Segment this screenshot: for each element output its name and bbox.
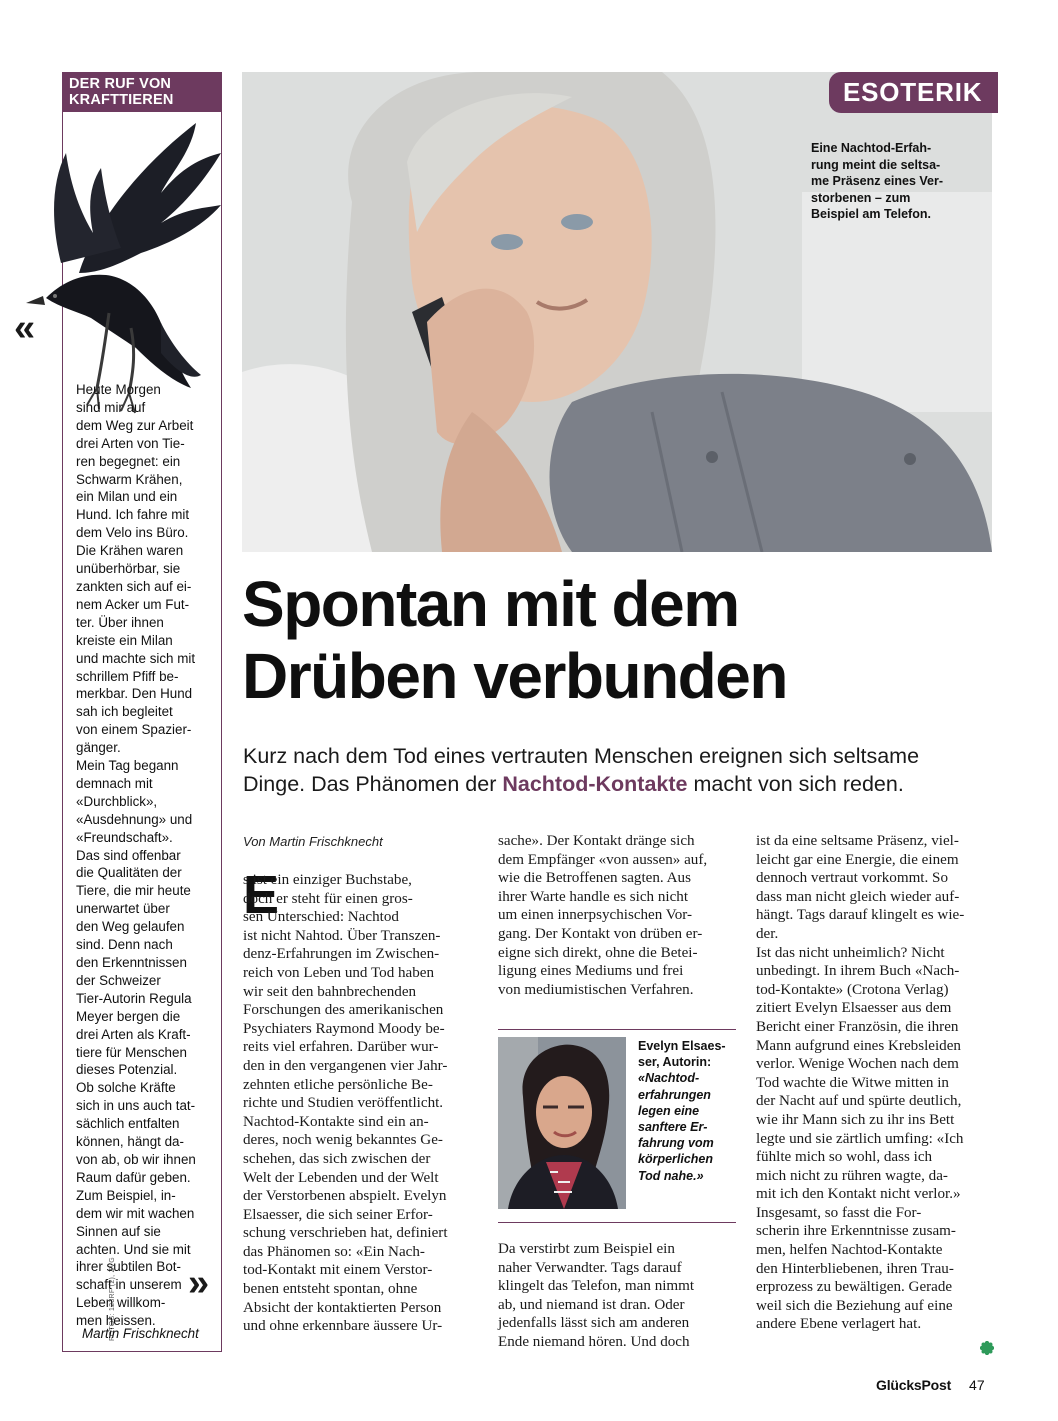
sidebar-quote-line: dem Velo ins Büro. xyxy=(76,525,189,541)
sidebar-quote-line: können, hängt da- xyxy=(76,1134,184,1150)
sidebar-quote-line: sind mir auf xyxy=(76,399,146,415)
body-line: Psychiaters Raymond Moody be- xyxy=(243,1020,445,1037)
body-line: Welt der Lebenden und der Welt xyxy=(243,1169,439,1186)
inset-divider-bottom xyxy=(498,1222,736,1223)
body-line: den in den vergangenen vier Jahr- xyxy=(243,1057,448,1074)
body-line: Bericht einer Französin, die ihren xyxy=(756,1018,959,1035)
sidebar-quote-line: Mein Tag begann xyxy=(76,758,179,774)
body-line: Elsaesser, die sich seiner Erfor- xyxy=(243,1206,433,1223)
body-line: reich von Leben und Tod haben xyxy=(243,964,435,981)
body-line: schung verschrieben hat, definiert xyxy=(243,1225,448,1242)
sidebar-quote-line: ein Milan und ein xyxy=(76,489,178,505)
quote-close-mark: » xyxy=(188,1262,210,1304)
sidebar-quote-line: Hund. Ich fahre mit xyxy=(76,507,190,523)
sidebar-quote-line: sich in uns auch tat- xyxy=(76,1098,196,1114)
inset-divider-top xyxy=(498,1029,736,1030)
body-column-2-continued xyxy=(498,1240,738,1352)
portrait-image xyxy=(498,1037,626,1209)
author-portrait xyxy=(498,1037,626,1209)
photo-caption: Eine Nachtod-Erfah- rung meint die seltsa- me Präsenz eines Ver- storbenen – zum Beispiel am Telefon. xyxy=(811,141,944,221)
body-line: der Verstorbenen abspielt. Evelyn xyxy=(243,1188,447,1205)
sidebar-quote-line: zankten sich auf ei- xyxy=(76,578,192,594)
body-column-2 xyxy=(498,832,738,999)
body-line: der. xyxy=(756,925,779,942)
body-line: ligung eines Mediums und frei xyxy=(498,963,684,980)
lead-highlight: Nachtod-Kontakte xyxy=(502,772,688,796)
sidebar-quote-line: «Ausdehnung» und xyxy=(76,811,193,827)
body-line: dennoch vertraut vorkommt. So xyxy=(756,870,948,887)
sidebar-quote-line: Die Krähen waren xyxy=(76,543,184,559)
section-tag: ESOTERIK xyxy=(829,72,998,113)
sidebar-quote-line: Tiere, die mir heute xyxy=(76,883,191,899)
body-line: scherin ihre Erkenntnisse zusam- xyxy=(756,1223,956,1240)
body-line: andere Ebene verlagert hat. xyxy=(756,1316,922,1333)
body-line: mich nicht zu rühren wagte, da- xyxy=(756,1167,948,1184)
body-line: zitiert Evelyn Elsaesser aus dem xyxy=(756,1000,952,1017)
body-line: wir seit den bahnbrechenden xyxy=(243,983,417,1000)
sidebar-quote-line: sah ich begleitet xyxy=(76,704,173,720)
sidebar-quote-line: nem Acker um Fut- xyxy=(76,596,190,612)
body-line: doch er steht für einen gros- xyxy=(243,890,413,907)
body-line: das Phänomen so: «Ein Nach- xyxy=(243,1243,425,1260)
body-line: zehnten etliche persönliche Be- xyxy=(243,1076,433,1093)
body-line: denz-Erfahrungen im Zwischen- xyxy=(243,946,440,963)
sidebar-author: Martin Frischknecht xyxy=(82,1326,199,1341)
body-line: ihrer Warte handle es sich nicht xyxy=(498,888,689,905)
page-footer xyxy=(876,1377,985,1393)
sidebar-quote-line: ter. Über ihnen xyxy=(76,614,164,630)
body-line: dem Empfänger «von aussen» auf, xyxy=(498,851,708,868)
body-line: Da verstirbt zum Beispiel ein xyxy=(498,1241,675,1257)
sidebar-quote-line: merkbar. Den Hund xyxy=(76,686,193,702)
sidebar-quote-line: gänger. xyxy=(76,740,121,756)
body-line: unbedingt. In ihrem Buch «Nach- xyxy=(756,963,960,980)
sidebar-quote-line: den Erkenntnissen xyxy=(76,955,187,970)
body-line: Ist das nicht unheimlich? Nicht xyxy=(756,944,945,961)
sidebar-quote-line: Heute Morgen xyxy=(76,382,161,397)
body-line: Insgesamt, so fasst die For- xyxy=(756,1204,922,1221)
sidebar-quote-line: dem wir mit wachen xyxy=(76,1205,195,1221)
sidebar-quote-line: schaft in unserem xyxy=(76,1277,182,1293)
body-line: den Hinterbliebenen, ihren Trau- xyxy=(756,1260,954,1277)
body-line: ist nicht Nahtod. Über Transzen- xyxy=(243,927,441,944)
body-line: verlor. Wenige Wochen nach dem xyxy=(756,1056,959,1073)
body-line: jedenfalls lässt sich am anderen xyxy=(498,1315,690,1332)
end-mark-icon xyxy=(980,1341,994,1355)
body-line: men, helfen Nachtod-Kontakte xyxy=(756,1242,943,1259)
sidebar-heading: DER RUF VON KRAFTTIEREN xyxy=(63,73,221,112)
sidebar-quote-line: schrillem Pfiff be- xyxy=(76,668,179,684)
body-line: Tod wachte die Witwe mitten in xyxy=(756,1074,949,1091)
body-line: erprozess zu bewältigen. Gerade xyxy=(756,1279,953,1296)
sidebar-quote-line: Raum dafür geben. xyxy=(76,1169,191,1185)
body-line: leicht gar eine Energie, die einem xyxy=(756,851,959,868)
body-line: dass man nicht gleich wieder auf- xyxy=(756,888,960,905)
body-line: wie ihr Mann sich zu ihr ins Bett xyxy=(756,1111,955,1128)
byline: Von Martin Frischknecht xyxy=(243,834,383,849)
body-line: sen Unterschied: Nachtod xyxy=(243,909,399,926)
sidebar-quote-line: die Qualitäten der xyxy=(76,865,182,881)
body-line: hängt. Tags darauf klingelt es wie- xyxy=(756,907,965,924)
sidebar-quote-line: Ob solche Kräfte xyxy=(76,1080,176,1096)
sidebar-quote-line: ihrer subtilen Bot- xyxy=(76,1259,181,1275)
sidebar-quote-line: drei Arten von Tie- xyxy=(76,435,185,451)
sidebar-quote-line: Schwarm Krähen, xyxy=(76,471,183,487)
sidebar-quote-line: demnach mit xyxy=(76,775,153,791)
sidebar-quote-line: Sinnen auf sie xyxy=(76,1223,161,1239)
sidebar-quote xyxy=(76,381,222,1330)
body-line: weil sich die Beziehung auf eine xyxy=(756,1297,953,1314)
body-column-1 xyxy=(243,871,483,1336)
body-line: Absicht der kontaktierten Person xyxy=(243,1299,442,1316)
body-line: von mediumistischen Verfahren. xyxy=(498,981,694,998)
body-line: und ohne erkennbare äussere Ur- xyxy=(243,1318,443,1335)
body-line: klingelt das Telefon, man nimmt xyxy=(498,1278,695,1295)
body-line: Nachtod-Kontakte sind ein an- xyxy=(243,1113,429,1130)
body-line: deres, noch wenig bekanntes Ge- xyxy=(243,1132,443,1149)
body-line: eigne sich direkt, ohne die Betei- xyxy=(498,944,698,961)
sidebar-quote-line: Das sind offenbar xyxy=(76,847,181,863)
sidebar-quote-line: kreiste ein Milan xyxy=(76,632,173,648)
body-line: legte und sie zärtlich umfing: «Ich xyxy=(756,1130,964,1147)
sidebar-quote-line: achten. Und sie mit xyxy=(76,1241,191,1257)
sidebar-quote-line: «Freundschaft». xyxy=(76,829,173,845)
body-line: ab, und niemand ist dran. Oder xyxy=(498,1296,685,1313)
headline: Spontan mit dem Drüben verbunden xyxy=(242,568,787,712)
sidebar-quote-line: und machte sich mit xyxy=(76,650,196,666)
body-line: tod-Kontakte» (Crotona Verlag) xyxy=(756,981,949,998)
body-line: tod-Kontakt mit einem Verstor- xyxy=(243,1262,433,1279)
sidebar-quote-line: tiere für Menschen xyxy=(76,1044,187,1060)
sidebar-quote-line: ren begegnet: ein xyxy=(76,453,181,469)
sidebar-quote-line: sind. Denn nach xyxy=(76,937,173,953)
sidebar-quote-line: der Schweizer xyxy=(76,972,161,988)
body-line: Mann aufgrund eines Krebsleiden xyxy=(756,1037,961,1054)
body-line: sache». Der Kontakt dränge sich xyxy=(498,833,695,849)
photo-credit: FOTOS: 123RF (2), ZVG xyxy=(109,1257,116,1341)
sidebar-quote-line: dieses Potenzial. xyxy=(76,1062,178,1078)
body-line: gang. Der Kontakt von drüben er- xyxy=(498,925,703,942)
sidebar-quote-line: men heissen. xyxy=(76,1313,156,1329)
body-line: richte und Studien veröffentlicht. xyxy=(243,1095,444,1112)
body-line: s ist ein einziger Buchstabe, xyxy=(243,872,412,888)
body-line: naher Verwandter. Tags darauf xyxy=(498,1259,682,1276)
sidebar-quote-line: Meyer bergen die xyxy=(76,1008,181,1024)
quote-open-mark: « xyxy=(14,307,36,349)
body-column-3 xyxy=(756,832,996,1334)
body-line: der Nacht auf und spürte deutlich, xyxy=(756,1093,962,1110)
sidebar-quote-line: von ab, ob wir ihnen xyxy=(76,1151,196,1167)
drop-cap: E xyxy=(243,865,280,925)
sidebar-quote-line: «Durchblick», xyxy=(76,793,158,809)
body-line: benen entsteht spontan, ohne xyxy=(243,1281,418,1298)
sidebar-quote-line: Leben willkom- xyxy=(76,1295,166,1311)
page-number: 47 xyxy=(969,1377,985,1393)
body-line: Forschungen des amerikanischen xyxy=(243,1002,444,1019)
sidebar-quote-line: dem Weg zur Arbeit xyxy=(76,417,194,433)
sidebar-quote-line: unerwartet über xyxy=(76,901,170,917)
sidebar-quote-line: Tier-Autorin Regula xyxy=(76,990,192,1006)
sidebar-quote-line: von einem Spazier- xyxy=(76,722,192,738)
sidebar-quote-line: sächlich entfalten xyxy=(76,1116,180,1132)
body-line: ist da eine seltsame Präsenz, viel- xyxy=(756,833,959,849)
body-line: wie die Betroffenen sagten. Aus xyxy=(498,870,691,887)
portrait-caption: Evelyn Elsaes- ser, Autorin: «Nachtod- erfahrungen legen eine sanftere Er- fahrung vom körperlichen Tod nahe.» xyxy=(638,1039,726,1183)
body-line: schehen, das sich zwischen der xyxy=(243,1150,431,1167)
body-line: Ende niemand hören. Und doch xyxy=(498,1333,690,1350)
sidebar-quote-line: unüberhörbar, sie xyxy=(76,561,181,577)
body-line: reits viel erfahren. Darüber wur- xyxy=(243,1039,439,1056)
sidebar-quote-line: Zum Beispiel, in- xyxy=(76,1187,176,1203)
body-line: fühlte mich so wohl, dass ich xyxy=(756,1149,933,1166)
body-line: um einen innerpsychischen Vor- xyxy=(498,907,693,924)
body-line: mit ich den Kontakt nicht verlor.» xyxy=(756,1186,961,1203)
sidebar-quote-line: drei Arten als Kraft- xyxy=(76,1026,191,1042)
magazine-brand: GlücksPost xyxy=(876,1377,952,1393)
lead-paragraph: Kurz nach dem Tod eines vertrauten Menschen ereignen sich seltsame Dinge. Das Phänomen der Nachtod-Kontakte macht von sich reden. xyxy=(243,744,920,796)
sidebar-quote-line: den Weg gelaufen xyxy=(76,919,185,935)
